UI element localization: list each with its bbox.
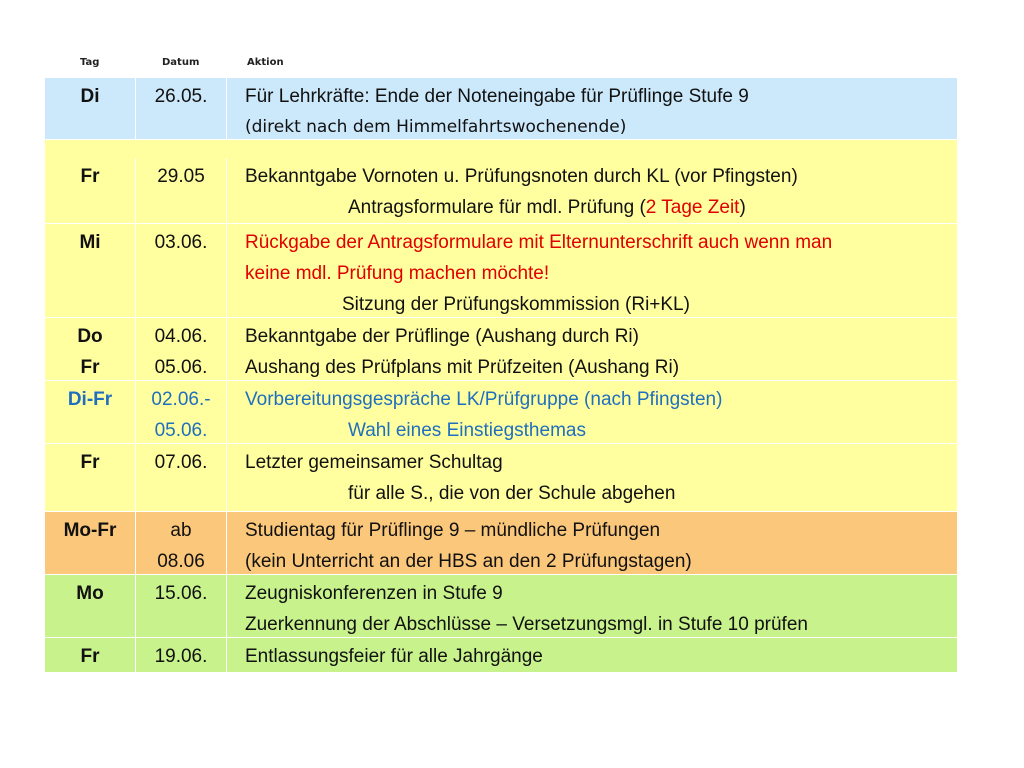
table-row xyxy=(45,224,957,318)
datum-cell: 19.06. xyxy=(136,638,227,672)
tag-line: Fr xyxy=(80,357,100,378)
aktion-line: (direkt nach dem Himmelfahrtswochenende) xyxy=(245,117,627,137)
tag-cell: Di xyxy=(45,78,136,139)
aktion-line: Wahl eines Einstiegsthemas xyxy=(348,420,586,441)
table-row xyxy=(45,140,957,224)
table-row xyxy=(45,444,957,512)
table-row xyxy=(45,575,957,638)
datum-cell xyxy=(136,318,227,380)
datum-line: 05.06. xyxy=(154,420,208,441)
aktion-line: Aushang des Prüfplans mit Prüfzeiten (Aushang Ri) xyxy=(245,357,680,378)
aktion-cell xyxy=(227,158,957,223)
aktion-line: (kein Unterricht an der HBS an den 2 Prüfungstagen) xyxy=(245,551,692,572)
tag-cell: Mi xyxy=(45,224,136,317)
table-row xyxy=(45,78,957,140)
datum-line: ab xyxy=(170,520,192,541)
aktion-line: Für Lehrkräfte: Ende der Noteneingabe für Prüflinge Stufe 9 xyxy=(245,86,749,107)
aktion-line: Zuerkennung der Abschlüsse – Versetzungsmgl. in Stufe 10 prüfen xyxy=(245,614,808,635)
datum-cell: 29.05 xyxy=(136,158,227,223)
aktion-cell xyxy=(227,224,957,317)
datum-cell xyxy=(136,381,227,443)
datum-cell: 03.06. xyxy=(136,224,227,317)
aktion-line: Letzter gemeinsamer Schultag xyxy=(245,452,503,473)
datum-cell: 15.06. xyxy=(136,575,227,637)
table-row xyxy=(45,318,957,381)
tag-cell xyxy=(45,318,136,380)
aktion-line: für alle S., die von der Schule abgehen xyxy=(348,483,676,504)
schedule-table xyxy=(45,78,957,673)
aktion-cell xyxy=(227,512,957,574)
aktion-cell xyxy=(227,318,957,380)
aktion-text: Antragsformulare für mdl. Prüfung ( xyxy=(348,197,646,218)
aktion-line: Sitzung der Prüfungskommission (Ri+KL) xyxy=(342,294,690,315)
tag-cell: Fr xyxy=(45,638,136,672)
aktion-cell xyxy=(227,638,957,672)
tag-cell: Mo-Fr xyxy=(45,512,136,574)
tag-cell: Mo xyxy=(45,575,136,637)
aktion-line: Bekanntgabe der Prüflinge (Aushang durch Ri) xyxy=(245,326,639,347)
aktion-line: Zeugniskonferenzen in Stufe 9 xyxy=(245,583,503,604)
aktion-line xyxy=(245,192,957,223)
datum-cell: 07.06. xyxy=(136,444,227,511)
aktion-line: Bekanntgabe Vornoten u. Prüfungsnoten durch KL (vor Pfingsten) xyxy=(245,166,798,187)
aktion-highlight: 2 Tage Zeit xyxy=(645,197,740,218)
aktion-line: Vorbereitungsgespräche LK/Prüfgruppe (nach Pfingsten) xyxy=(245,389,723,410)
aktion-cell xyxy=(227,381,957,443)
header-datum: Datum xyxy=(162,57,200,68)
datum-line: 08.06 xyxy=(157,551,205,572)
datum-cell: 26.05. xyxy=(136,78,227,139)
aktion-cell xyxy=(227,575,957,637)
table-row xyxy=(45,638,957,673)
table-row xyxy=(45,512,957,575)
tag-cell: Fr xyxy=(45,158,136,223)
datum-line: 02.06.- xyxy=(151,389,211,410)
aktion-cell xyxy=(227,444,957,511)
aktion-text: ) xyxy=(739,197,746,218)
header-tag: Tag xyxy=(80,57,100,68)
table-row xyxy=(45,381,957,444)
datum-line: 05.06. xyxy=(154,357,208,378)
tag-cell: Fr xyxy=(45,444,136,511)
aktion-cell xyxy=(227,78,957,139)
datum-cell xyxy=(136,512,227,574)
tag-cell: Di-Fr xyxy=(45,381,136,443)
aktion-line: Studientag für Prüflinge 9 – mündliche Prüfungen xyxy=(245,520,661,541)
header-aktion: Aktion xyxy=(247,57,284,68)
aktion-line: Rückgabe der Antragsformulare mit Elternunterschrift auch wenn man xyxy=(245,232,833,253)
datum-line: 04.06. xyxy=(154,326,208,347)
tag-line: Do xyxy=(77,326,103,347)
aktion-line: keine mdl. Prüfung machen möchte! xyxy=(245,263,550,284)
aktion-line: Entlassungsfeier für alle Jahrgänge xyxy=(245,646,543,667)
